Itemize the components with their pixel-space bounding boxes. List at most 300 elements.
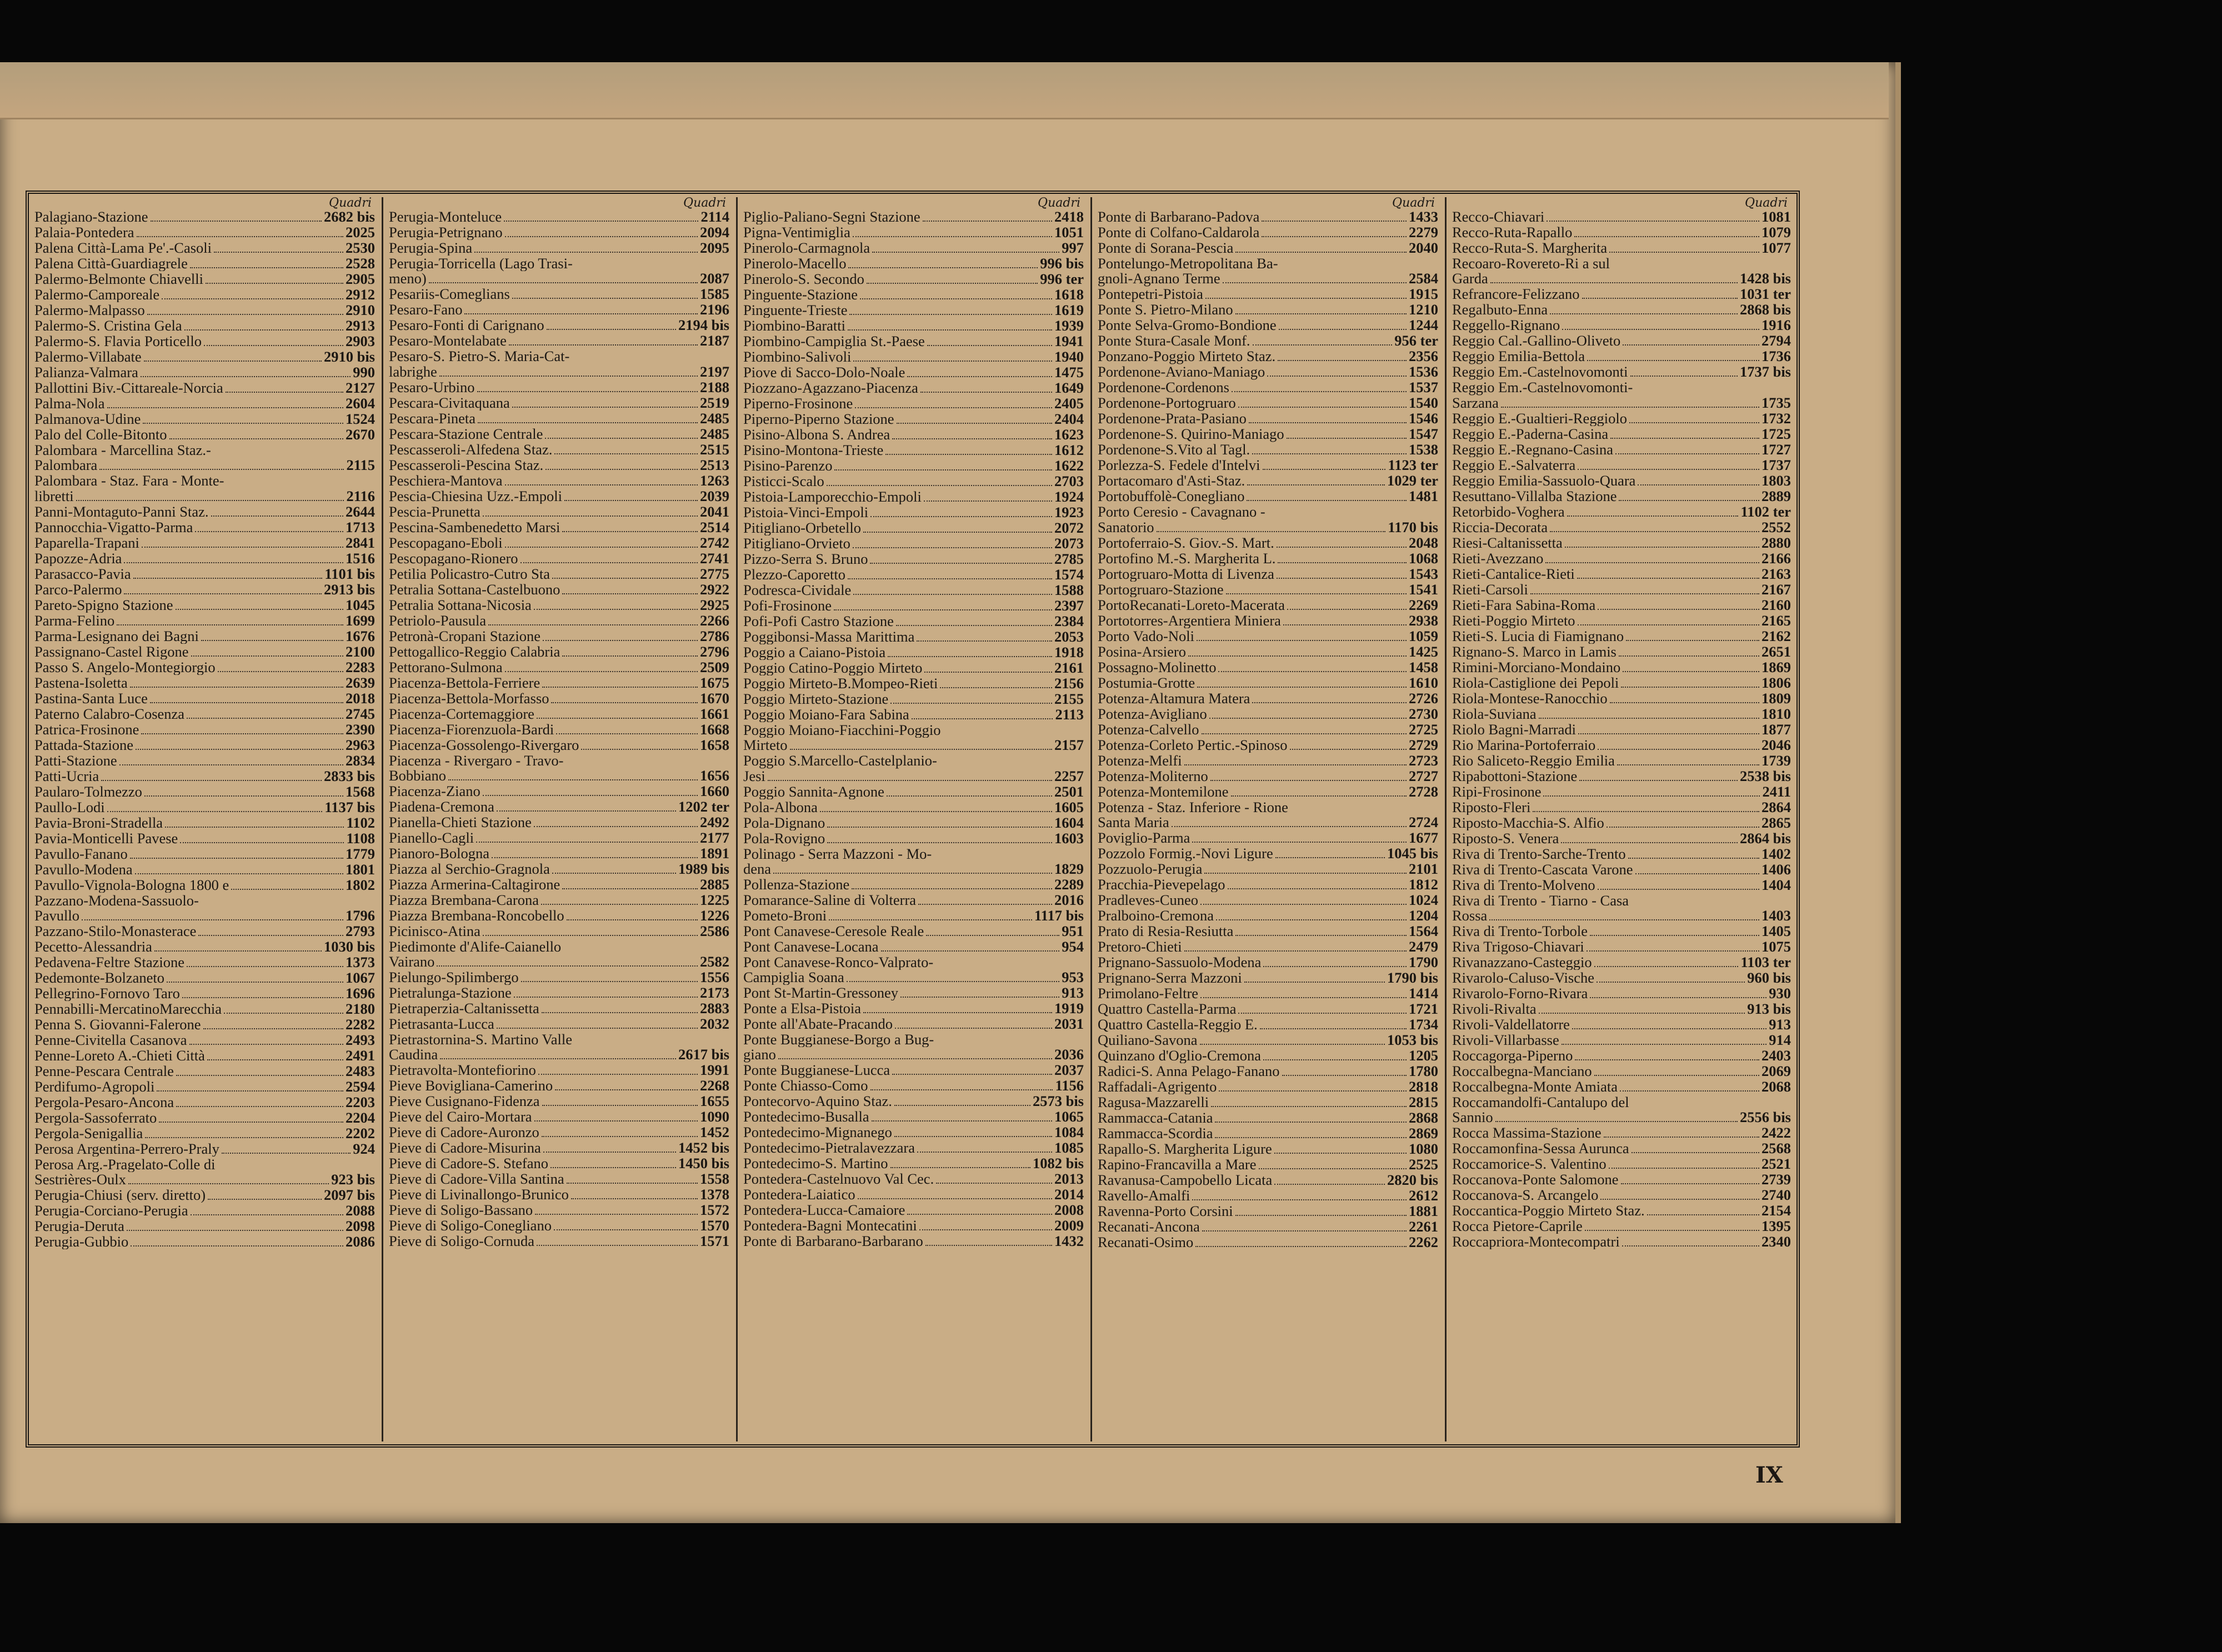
entry-quadro-number: 2073 [1054, 535, 1084, 552]
leader-dots [492, 857, 698, 858]
entry-name: Rivoli-Rivalta [1452, 1001, 1537, 1017]
entry-quadro-number: 2411 [1762, 783, 1791, 800]
leader-dots [1200, 1044, 1385, 1045]
leader-dots [497, 810, 676, 812]
entry-name: Palermo-Malpasso [34, 303, 145, 318]
leader-dots [1577, 578, 1759, 579]
leader-dots [1623, 344, 1759, 346]
index-entry [743, 908, 1084, 924]
leader-dots [1263, 1059, 1407, 1060]
column-header: Quadri [329, 197, 372, 210]
leader-dots [892, 1074, 1052, 1075]
leader-dots [554, 453, 698, 454]
index-entry [389, 473, 729, 489]
entry-name: Pralboino-Cremona [1098, 908, 1214, 924]
index-entry [389, 768, 729, 784]
index-entry [389, 504, 729, 520]
entry-quadro-number: 2101 [1409, 860, 1438, 877]
index-entry [1452, 1219, 1791, 1234]
index-entry [34, 551, 375, 567]
entry-name: Pola-Rovigno [743, 830, 825, 846]
leader-dots [176, 609, 344, 610]
entry-name: Potenza-Altamura Matera [1098, 690, 1250, 706]
leader-dots [1561, 842, 1738, 843]
entry-name: Roccagorga-Piperno [1452, 1048, 1573, 1064]
entry-name: Ripabottoni-Stazione [1452, 768, 1578, 784]
leader-dots [927, 345, 1052, 346]
entry-quadro-number: 954 [1062, 938, 1084, 955]
entry-name: Poviglio-Parma [1098, 830, 1190, 846]
index-entry [34, 1033, 375, 1048]
entry-name: Pradleves-Cuneo [1098, 892, 1199, 908]
entry-name: Passo S. Angelo-Montegiorgio [34, 659, 216, 675]
entry-quadro-number: 1205 [1409, 1047, 1438, 1064]
index-entry [743, 614, 1084, 629]
entry-quadro-number: 2155 [1054, 690, 1084, 707]
entry-quadro-number: 1790 bis [1387, 969, 1438, 986]
entry-name: Pallottini Biv.-Cittareale-Norcia [34, 381, 223, 396]
entry-name: Pescopagano-Eboli [389, 535, 503, 550]
leader-dots [1621, 1183, 1759, 1184]
entry-quadro-number: 1108 [346, 829, 375, 847]
entry-quadro-number: 2723 [1409, 752, 1438, 769]
index-entry [34, 629, 375, 644]
entry-quadro-number: 2775 [700, 565, 729, 582]
leader-dots [887, 795, 1052, 797]
leader-dots [1263, 469, 1386, 470]
entry-name: Pracchia-Pievepelago [1098, 877, 1225, 893]
entry-quadro-number: 1137 bis [324, 798, 375, 815]
leader-dots [117, 624, 343, 625]
entry-quadro-number: 2156 [1054, 675, 1084, 692]
leader-dots [82, 919, 343, 920]
index-entry [1452, 349, 1791, 364]
entry-quadro-number: 2528 [346, 255, 375, 272]
index-entry [389, 846, 729, 862]
entry-name: meno) [389, 271, 427, 287]
entry-name: Pazzano-Stilo-Monasterace [34, 923, 197, 939]
index-entry [389, 349, 729, 364]
index-entry [743, 877, 1084, 893]
leader-dots [894, 1136, 1052, 1137]
entry-quadro-number: 2525 [1409, 1155, 1438, 1173]
entry-quadro-number: 2269 [1409, 596, 1438, 613]
leader-dots [198, 935, 343, 936]
entry-name: Pretoro-Chieti [1098, 939, 1182, 955]
entry-quadro-number: 2069 [1761, 1062, 1791, 1079]
entry-name: Pesariis-Comeglians [389, 287, 510, 302]
entry-name: Pettogallico-Reggio Calabria [389, 644, 560, 659]
index-entry [1452, 660, 1791, 675]
leader-dots [564, 500, 698, 501]
entry-name: Plezzo-Caporetto [743, 567, 845, 583]
entry-quadro-number: 2257 [1054, 767, 1084, 784]
index-entry [1452, 1033, 1791, 1048]
entry-name: Rocca Pietore-Caprile [1452, 1219, 1583, 1234]
leader-dots [509, 344, 698, 346]
entry-quadro-number: 2573 bis [1032, 1093, 1084, 1110]
index-entry [389, 442, 729, 458]
entry-name: Poggibonsi-Massa Marittima [743, 629, 915, 645]
entry-quadro-number: 1568 [346, 783, 375, 800]
entry-name: Portogruaro-Motta di Livenza [1098, 566, 1274, 582]
entry-name: Ponte all'Abate-Pracando [743, 1017, 893, 1032]
entry-quadro-number: 1655 [700, 1093, 729, 1110]
index-entry [389, 567, 729, 582]
leader-dots [790, 749, 1053, 750]
leader-dots [1252, 702, 1407, 703]
index-entry [1098, 830, 1438, 846]
index-entry [1452, 380, 1791, 395]
leader-dots [827, 485, 1052, 486]
entry-quadro-number: 2384 [1054, 613, 1084, 629]
entry-quadro-number: 2403 [1761, 1047, 1791, 1064]
index-entry [34, 1157, 375, 1172]
leader-dots [505, 236, 698, 237]
index-entry [1452, 815, 1791, 831]
entry-name: Sestrières-Oulx [34, 1172, 126, 1188]
entry-name: Reggello-Rignano [1452, 318, 1560, 333]
leader-dots [567, 1183, 698, 1184]
entry-quadro-number: 2670 [346, 426, 375, 443]
leader-dots [76, 500, 344, 501]
entry-quadro-number: 1117 bis [1034, 907, 1084, 924]
index-entry [34, 939, 375, 955]
entry-name: Riva di Trento - Tiarno - Casa [1452, 893, 1629, 908]
entry-name: Pinerolo-Carmagnola [743, 241, 870, 256]
index-entry [389, 551, 729, 567]
entry-name: Pozzuolo-Perugia [1098, 861, 1203, 877]
entry-quadro-number: 2479 [1409, 938, 1438, 955]
leader-dots [858, 1198, 1052, 1199]
leader-dots [1550, 313, 1738, 314]
entry-quadro-number: 2094 [700, 224, 729, 241]
entry-name: Pietrastornina-S. Martino Valle [389, 1032, 572, 1048]
entry-name: Pontedera-Laiatico [743, 1187, 855, 1203]
index-entry [389, 598, 729, 613]
index-entry [1452, 256, 1791, 271]
entry-quadro-number: 2703 [1054, 473, 1084, 489]
index-entry [34, 1234, 375, 1250]
leader-dots [151, 221, 322, 222]
entry-name: Pieve di Cadore-S. Stefano [389, 1156, 549, 1172]
entry-name: Piazza Armerina-Caltagirone [389, 877, 560, 893]
entry-quadro-number: 1045 [346, 596, 375, 613]
entry-name: Pontedecimo-S. Martino [743, 1156, 888, 1172]
entry-name: Pesaro-Fonti di Carignano [389, 318, 544, 333]
entry-list [389, 209, 729, 1249]
entry-quadro-number: 1779 [346, 845, 375, 862]
entry-name: Rieti-Avezzano [1452, 550, 1544, 566]
index-entry [743, 738, 1084, 753]
entry-quadro-number: 1202 ter [678, 798, 729, 815]
entry-quadro-number: 1801 [346, 860, 375, 878]
entry-name: Radici-S. Anna Pelago-Fanano [1098, 1063, 1280, 1079]
entry-name: Pieve di Soligo-Conegliano [389, 1218, 552, 1234]
leader-dots [1578, 469, 1759, 470]
entry-quadro-number: 2841 [346, 534, 375, 551]
index-entry [1098, 271, 1438, 287]
leader-dots [189, 1044, 344, 1045]
index-entry [1098, 442, 1438, 458]
leader-dots [562, 531, 698, 532]
entry-quadro-number: 2519 [700, 394, 729, 411]
entry-name: Portogruaro-Stazione [1098, 582, 1224, 597]
entry-name: Reggio Cal.-Gallino-Oliveto [1452, 333, 1621, 349]
leader-dots [849, 314, 1052, 315]
entry-quadro-number: 2785 [1054, 550, 1084, 567]
index-entry [1452, 427, 1791, 442]
index-entry [389, 364, 729, 380]
entry-name: Paparella-Trapani [34, 535, 139, 550]
entry-quadro-number: 2025 [346, 224, 375, 241]
index-entry [389, 784, 729, 799]
entry-quadro-number: 1619 [1054, 302, 1084, 318]
index-entry [34, 427, 375, 443]
entry-name: Reggio Emilia-Sassuolo-Quara [1452, 473, 1636, 488]
index-entry [743, 1234, 1084, 1249]
entry-quadro-number: 1024 [1409, 891, 1438, 908]
leader-dots [144, 361, 322, 362]
entry-name: Pielungo-Spilimbergo [389, 970, 519, 985]
entry-name: Picinisco-Atina [389, 923, 481, 939]
entry-quadro-number: 1378 [700, 1186, 729, 1203]
entry-name: Piperno-Frosinone [743, 396, 853, 412]
leader-dots [1238, 1013, 1407, 1014]
index-entry [389, 738, 729, 753]
entry-name: Piove di Sacco-Dolo-Noale [743, 365, 905, 381]
leader-dots [555, 1089, 698, 1090]
leader-dots [176, 1075, 343, 1076]
index-entry [1452, 551, 1791, 567]
entry-name: Ravenna-Porto Corsini [1098, 1203, 1233, 1219]
index-entry [389, 629, 729, 644]
entry-quadro-number: 2530 [346, 239, 375, 256]
entry-quadro-number: 1029 ter [1387, 472, 1438, 489]
leader-dots [1215, 1137, 1407, 1138]
entry-name: Portobuffolè-Conegliano [1098, 489, 1245, 504]
leader-dots [211, 515, 343, 517]
index-entry [743, 598, 1084, 614]
leader-dots [1575, 1059, 1759, 1060]
index-entry [1452, 225, 1791, 241]
index-entry [1452, 1157, 1791, 1172]
entry-name: Reggio Emilia-Bettola [1452, 349, 1585, 364]
entry-name: Pietraperzia-Caltanissetta [389, 1001, 539, 1017]
leader-dots [1232, 391, 1407, 392]
index-entry [1452, 1234, 1791, 1250]
index-entry [1098, 707, 1438, 722]
leader-dots [1235, 1215, 1407, 1216]
leader-dots [1278, 360, 1407, 361]
index-entry [389, 489, 729, 504]
leader-dots [150, 702, 343, 703]
index-entry [1098, 302, 1438, 318]
index-entry [34, 970, 375, 986]
entry-quadro-number: 2913 [346, 317, 375, 334]
index-entry [1452, 287, 1791, 302]
index-entry [389, 318, 729, 333]
index-entry [389, 613, 729, 629]
entry-name: Piacenza-Bettola-Morfasso [389, 690, 549, 706]
leader-dots [912, 718, 1053, 719]
entry-name: Pannocchia-Vigatto-Parma [34, 519, 193, 535]
index-entry [1452, 241, 1791, 256]
entry-quadro-number: 2187 [700, 332, 729, 349]
entry-name: Posina-Arsiero [1098, 644, 1186, 659]
leader-dots [176, 1106, 343, 1107]
leader-dots [1200, 904, 1407, 905]
leader-dots [768, 780, 1052, 781]
entry-name: Pontedera-Castelnuovo Val Cec. [743, 1172, 934, 1187]
entry-quadro-number: 2552 [1761, 518, 1791, 535]
entry-name: Pitigliano-Orvieto [743, 536, 850, 552]
entry-quadro-number: 2053 [1054, 628, 1084, 645]
leader-dots [542, 687, 698, 688]
leader-dots [1259, 1168, 1407, 1169]
entry-name: Pescia-Chiesina Uzz.-Empoli [389, 488, 563, 504]
leader-dots [207, 1059, 343, 1060]
leader-dots [547, 329, 676, 330]
leader-dots [128, 1183, 329, 1184]
index-entry [1098, 1110, 1438, 1126]
index-entry [1452, 862, 1791, 878]
entry-quadro-number: 1658 [700, 736, 729, 753]
leader-dots [1202, 733, 1407, 734]
entry-name: Perugia-Petrignano [389, 225, 503, 241]
entry-name: Piazza Brembana-Carona [389, 892, 539, 908]
entry-quadro-number: 1812 [1409, 875, 1438, 893]
leader-dots [127, 1230, 343, 1231]
entry-quadro-number: 1405 [1761, 922, 1791, 939]
leader-dots [512, 298, 698, 299]
leader-dots [1274, 1153, 1407, 1154]
entry-name: Pavia-Broni-Stradella [34, 815, 163, 830]
index-entry [1452, 878, 1791, 893]
index-entry [743, 334, 1084, 349]
entry-quadro-number: 1604 [1054, 814, 1084, 831]
entry-name: Piombino-Salivoli [743, 349, 852, 365]
index-entry [34, 769, 375, 784]
entry-name: Rammacca-Scordia [1098, 1125, 1213, 1142]
index-entry [743, 1017, 1084, 1032]
entry-quadro-number: 2390 [346, 720, 375, 738]
entry-quadro-number: 1452 bis [678, 1139, 729, 1157]
entry-quadro-number: 2922 [700, 580, 729, 598]
index-entry [743, 769, 1084, 784]
entry-quadro-number: 1803 [1761, 472, 1791, 489]
entry-quadro-number: 1085 [1054, 1139, 1084, 1157]
index-entry [743, 443, 1084, 458]
entry-name: Riccia-Decorata [1452, 519, 1548, 535]
entry-quadro-number: 2261 [1409, 1218, 1438, 1235]
leader-dots [1282, 1075, 1407, 1076]
leader-dots [1274, 1184, 1385, 1185]
leader-dots [505, 671, 698, 672]
leader-dots [920, 392, 1052, 393]
index-entry [1452, 753, 1791, 769]
leader-dots [477, 391, 698, 392]
entry-quadro-number: 2162 [1761, 627, 1791, 644]
entry-name: Passignano-Castel Rigone [34, 644, 189, 659]
entry-quadro-number: 2046 [1761, 736, 1791, 753]
leader-dots [1283, 624, 1407, 625]
entry-name: Roccanova-Ponte Salomone [1452, 1172, 1619, 1188]
index-entry [34, 598, 375, 613]
entry-quadro-number: 1622 [1054, 457, 1084, 474]
leader-dots [1192, 842, 1407, 843]
entry-name: Resuttano-Villalba Stazione [1452, 488, 1617, 504]
leader-dots [853, 236, 1052, 237]
index-entry [1098, 1204, 1438, 1219]
entry-quadro-number: 1452 [700, 1124, 729, 1141]
entry-name: Pieve di Cadore-Auronzo [389, 1125, 539, 1140]
entry-name: Pontepetri-Pistoia [1098, 287, 1203, 302]
index-entry [1452, 675, 1791, 691]
leader-dots [1260, 1028, 1407, 1029]
leader-dots [1587, 950, 1759, 952]
entry-quadro-number: 2728 [1409, 783, 1438, 800]
entry-name: Palagiano-Stazione [34, 209, 148, 225]
entry-quadro-number: 2796 [700, 643, 729, 660]
index-entry [34, 396, 375, 412]
leader-dots [551, 702, 698, 703]
leader-dots [478, 422, 698, 423]
index-entry [34, 225, 375, 241]
leader-dots [917, 640, 1052, 642]
entry-name: Podresca-Cividale [743, 583, 852, 598]
entry-name: Piozzano-Agazzano-Piacenza [743, 381, 918, 396]
entry-quadro-number: 2194 bis [678, 317, 729, 334]
leader-dots [1200, 997, 1407, 998]
entry-name: Peschiera-Mantova [389, 473, 503, 488]
entry-quadro-number: 1588 [1054, 582, 1084, 598]
leader-dots [1247, 500, 1407, 501]
leader-dots [488, 624, 698, 625]
index-column [1092, 197, 1444, 1441]
entry-quadro-number: 1524 [346, 411, 375, 427]
leader-dots [551, 1167, 676, 1168]
leader-dots [1598, 889, 1759, 890]
entry-quadro-number: 1543 [1409, 565, 1438, 582]
index-entry [34, 209, 375, 225]
index-entry [34, 1064, 375, 1079]
entry-name: Rio Marina-Portoferraio [1452, 737, 1596, 753]
leader-dots [1197, 687, 1407, 688]
leader-dots [552, 578, 698, 579]
index-entry [1098, 1002, 1438, 1017]
entry-name: Pordenone-Prata-Pasiano [1098, 411, 1247, 427]
entry-name: Pontedecimo-Mignanego [743, 1125, 892, 1140]
leader-dots [1530, 593, 1759, 594]
entry-quadro-number: 1051 [1054, 224, 1084, 241]
leader-dots [195, 531, 343, 532]
leader-dots [1547, 221, 1759, 222]
index-entry [34, 753, 375, 769]
entry-quadro-number: 1869 [1761, 658, 1791, 675]
leader-dots [437, 965, 698, 967]
entry-name: Pizzo-Serra S. Bruno [743, 552, 868, 567]
entry-quadro-number: 1123 ter [1388, 457, 1438, 474]
leader-dots [1628, 858, 1759, 859]
leader-dots [1578, 733, 1759, 734]
entry-quadro-number: 1067 [346, 969, 375, 986]
entry-quadro-number: 2095 [700, 239, 729, 256]
entry-name: Roccamandolfi-Cantalupo del [1452, 1094, 1629, 1110]
entry-quadro-number: 1881 [1409, 1202, 1438, 1219]
entry-quadro-number: 1923 [1054, 504, 1084, 520]
entry-name: Pisticci-Scalo [743, 474, 824, 489]
